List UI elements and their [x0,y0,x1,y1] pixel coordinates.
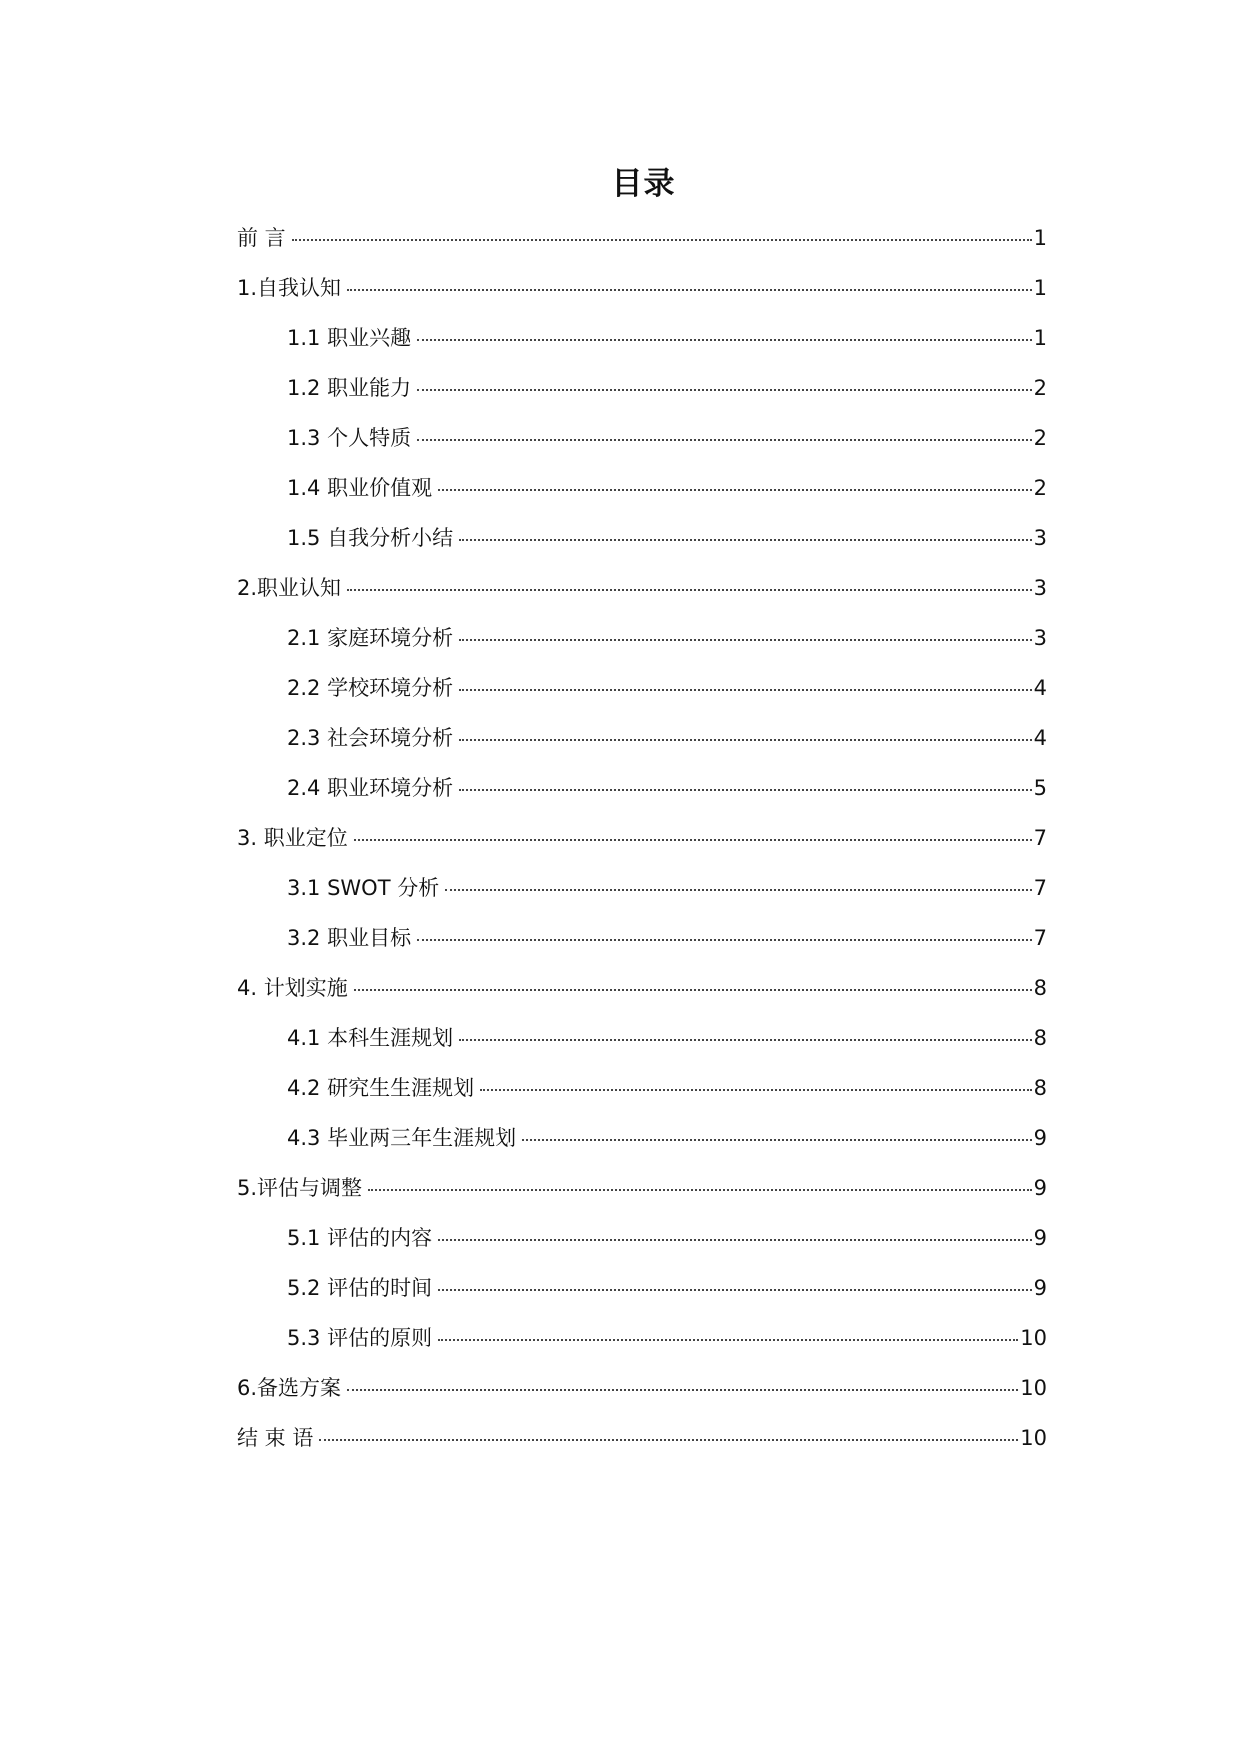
toc-entry-label: 3. 职业定位 [237,826,348,850]
toc-entry-label: 4. 计划实施 [237,976,348,1000]
toc-entry-label: 2.职业认知 [237,576,342,600]
toc-subentry[interactable] [237,1072,1047,1122]
toc-subentry[interactable] [237,672,1047,722]
dot-leader [354,989,1032,991]
dot-leader [459,539,1032,541]
toc-page-number: 9 [1033,1226,1047,1250]
toc-subentry[interactable] [237,472,1047,522]
toc-entry-label: 6.备选方案 [237,1376,342,1400]
dot-leader [417,389,1032,391]
toc-page-number: 3 [1033,576,1047,600]
dot-leader [347,289,1032,291]
toc-entry-label: 5.评估与调整 [237,1176,363,1200]
toc-page-number: 10 [1020,1376,1047,1400]
toc-subentry[interactable] [237,1122,1047,1172]
toc-entry-label: 4.2 研究生生涯规划 [287,1076,475,1100]
toc-entry[interactable] [237,1372,1047,1422]
toc-subentry[interactable] [237,722,1047,772]
dot-leader [319,1439,1018,1441]
toc-page-number: 1 [1033,326,1047,350]
dot-leader [438,1239,1032,1241]
dot-leader [354,839,1032,841]
dot-leader [459,789,1032,791]
toc-page-number: 1 [1033,276,1047,300]
toc-page-number: 1 [1033,226,1047,250]
toc-entry-label: 2.1 家庭环境分析 [287,626,454,650]
toc-entry-label: 3.2 职业目标 [287,926,412,950]
dot-leader [417,439,1032,441]
toc-page-number: 8 [1033,1076,1047,1100]
dot-leader [347,589,1032,591]
dot-leader [292,239,1032,241]
toc-page-number: 2 [1033,376,1047,400]
toc-entry-label: 2.2 学校环境分析 [287,676,454,700]
toc-entry-label: 3.1 SWOT 分析 [287,876,440,900]
toc-page-number: 3 [1033,526,1047,550]
toc-subentry[interactable] [237,1272,1047,1322]
toc-entry[interactable] [237,222,1047,272]
toc-page-number: 2 [1033,426,1047,450]
toc-page-number: 7 [1033,826,1047,850]
dot-leader [347,1389,1018,1391]
toc-page-number: 5 [1033,776,1047,800]
toc-entry[interactable] [237,272,1047,322]
toc-page-number: 9 [1033,1126,1047,1150]
toc-entry-label: 前 言 [237,226,286,250]
dot-leader [438,1289,1032,1291]
toc-entry-label: 4.1 本科生涯规划 [287,1026,454,1050]
toc-page-number: 8 [1033,976,1047,1000]
toc-page-number: 7 [1033,876,1047,900]
toc-subentry[interactable] [237,322,1047,372]
toc-page-number: 4 [1033,726,1047,750]
toc-entry-label: 4.3 毕业两三年生涯规划 [287,1126,517,1150]
dot-leader [522,1139,1032,1141]
toc-entry-label: 5.1 评估的内容 [287,1226,433,1250]
dot-leader [438,1339,1018,1341]
toc-subentry[interactable] [237,872,1047,922]
toc-entry[interactable] [237,572,1047,622]
toc-page-number: 7 [1033,926,1047,950]
dot-leader [417,339,1032,341]
dot-leader [445,889,1031,891]
dot-leader [417,939,1032,941]
toc-entry-label: 1.1 职业兴趣 [287,326,412,350]
toc-subentry[interactable] [237,622,1047,672]
toc-entry-label: 结 束 语 [237,1426,314,1450]
toc-subentry[interactable] [237,372,1047,422]
toc-entry-label: 2.3 社会环境分析 [287,726,454,750]
toc-subentry[interactable] [237,522,1047,572]
toc-page-number: 9 [1033,1276,1047,1300]
dot-leader [459,689,1032,691]
toc-entry-label: 2.4 职业环境分析 [287,776,454,800]
toc-page-number: 8 [1033,1026,1047,1050]
toc-entry-label: 1.4 职业价值观 [287,476,433,500]
dot-leader [438,489,1032,491]
toc-entry-label: 1.2 职业能力 [287,376,412,400]
dot-leader [480,1089,1032,1091]
toc-subentry[interactable] [237,772,1047,822]
toc-page-number: 10 [1020,1426,1047,1450]
toc-subentry[interactable] [237,1322,1047,1372]
dot-leader [459,739,1032,741]
toc-entry[interactable] [237,822,1047,872]
toc-entry-label: 1.自我认知 [237,276,342,300]
toc-entry-label: 5.2 评估的时间 [287,1276,433,1300]
toc-entry[interactable] [237,1172,1047,1222]
dot-leader [368,1189,1032,1191]
toc-page-number: 4 [1033,676,1047,700]
dot-leader [459,1039,1032,1041]
toc-page-number: 10 [1020,1326,1047,1350]
toc-page-number: 3 [1033,626,1047,650]
toc-page-number: 2 [1033,476,1047,500]
table-of-contents [237,222,1047,1472]
toc-subentry[interactable] [237,422,1047,472]
toc-entry-label: 5.3 评估的原则 [287,1326,433,1350]
toc-entry-label: 1.3 个人特质 [287,426,412,450]
toc-entry[interactable] [237,972,1047,1022]
page-title: 目录 [611,166,676,202]
toc-subentry[interactable] [237,1022,1047,1072]
toc-entry[interactable] [237,1422,1047,1472]
dot-leader [459,639,1032,641]
toc-subentry[interactable] [237,922,1047,972]
toc-entry-label: 1.5 自我分析小结 [287,526,454,550]
toc-page-number: 9 [1033,1176,1047,1200]
toc-subentry[interactable] [237,1222,1047,1272]
